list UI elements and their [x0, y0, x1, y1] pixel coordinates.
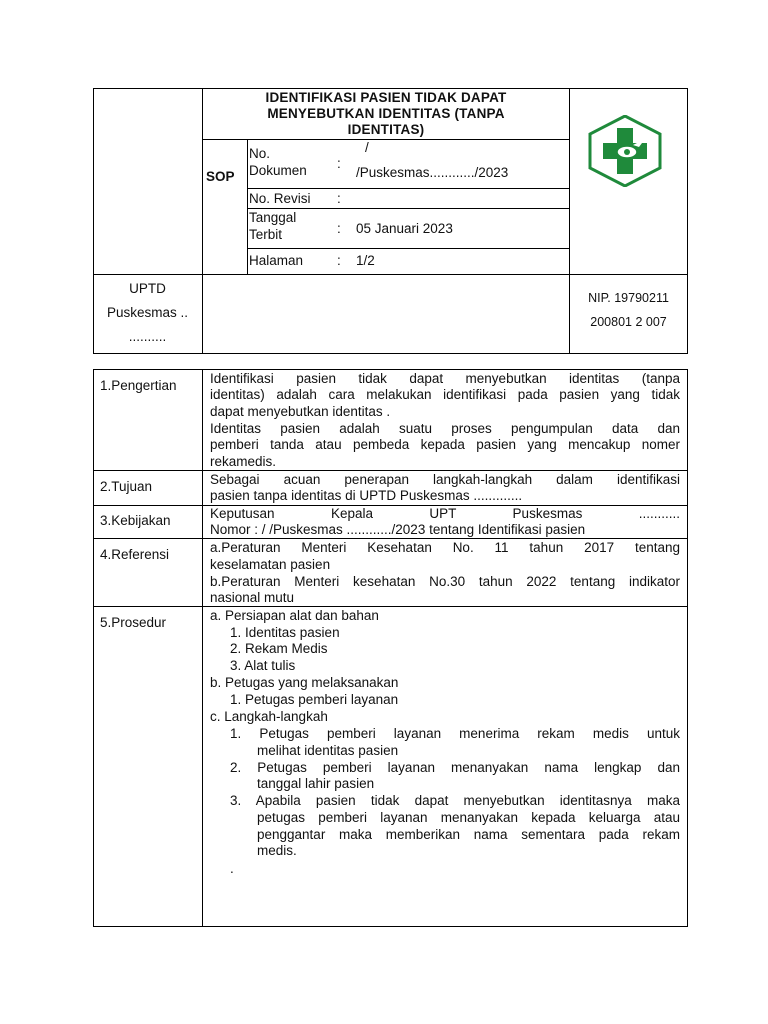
section-label-tujuan: 2.Tujuan — [100, 479, 153, 494]
section-label-pengertian: 1.Pengertian — [100, 378, 177, 393]
field-value-no-dokumen: / — [365, 140, 369, 155]
field-colon: : — [337, 191, 341, 206]
title-line: IDENTITAS) — [347, 122, 425, 137]
org-name: UPTD Puskesmas .. .......... — [106, 281, 189, 344]
field-colon: : — [337, 221, 341, 236]
field-label-no-revisi: No. Revisi — [249, 191, 311, 206]
title-line: IDENTIFIKASI PASIEN TIDAK DAPAT — [265, 90, 507, 105]
field-colon: : — [337, 253, 341, 268]
field-label-tanggal-terbit: Tanggal Terbit — [249, 210, 297, 242]
field-value-no-dokumen-2: /Puskesmas............/2023 — [356, 165, 509, 180]
field-label-no-dokumen: No. Dokumen — [249, 146, 307, 178]
section-label-kebijakan: 3.Kebijakan — [100, 513, 171, 528]
nip: NIP. 19790211 200801 2 007 — [588, 291, 669, 329]
field-value-halaman: 1/2 — [356, 253, 375, 268]
sop-label: SOP — [206, 169, 235, 184]
logo-pupil — [624, 149, 630, 155]
puskesmas-logo — [587, 115, 663, 187]
field-colon: : — [337, 156, 341, 171]
section-label-referensi: 4.Referensi — [100, 547, 170, 562]
field-value-tanggal-terbit: 05 Januari 2023 — [356, 221, 453, 236]
title-line: MENYEBUTKAN IDENTITAS (TANPA — [267, 106, 505, 121]
document-title — [206, 90, 566, 138]
field-label-halaman: Halaman — [249, 253, 304, 268]
section-label-prosedur: 5.Prosedur — [100, 615, 167, 630]
